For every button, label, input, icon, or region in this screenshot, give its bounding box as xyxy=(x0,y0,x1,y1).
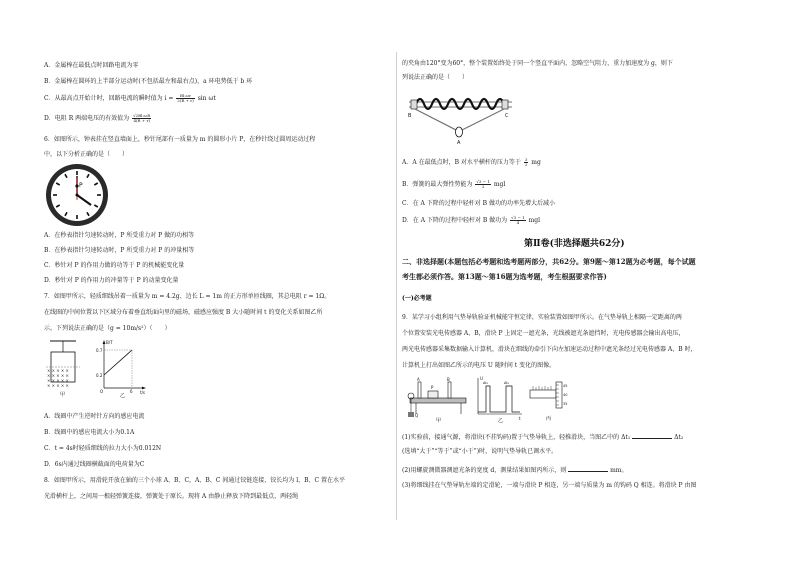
q8-option-b-fraction xyxy=(475,180,491,189)
q9-sub-1-tail: Δt₂ xyxy=(674,434,684,441)
micrometer-sleeve xyxy=(530,390,556,398)
clock-center-pin xyxy=(76,194,79,197)
q9-label-slider-p: P xyxy=(431,385,434,390)
part2-intro-line-2: 考生都必须作答。第13题～第16题为选考题，考生根据要求作答) xyxy=(402,272,607,281)
q7-tick-x: 6 xyxy=(130,389,133,394)
mic-tick-1: 45 xyxy=(563,384,568,388)
q8-ball-a xyxy=(456,127,463,137)
q9-t-axis: t xyxy=(519,416,521,421)
option-c-frac-den: 2(R + r) xyxy=(177,98,194,103)
q6-option-c: C．秒针对 P 的作用力做的功等于 P 的机械能变化量 xyxy=(44,262,185,269)
q9-label-weight-q: Q xyxy=(415,413,419,418)
q9-sub-1-line-2: (选填“大于”“等于”或“小于”)时，说明气垫导轨已调水平。 xyxy=(402,448,558,455)
option-d-fraction xyxy=(132,114,151,123)
q7-x-axis-label: t/s xyxy=(140,390,145,395)
q9-label-sensor-a: A xyxy=(417,377,420,382)
q8-option-d xyxy=(402,216,540,225)
clock-label-p: P xyxy=(79,182,83,189)
svg-text:× × × × ×: × × × × × xyxy=(47,378,69,383)
q9-line-2: 个位置安装光电传感器 A、B，滑块 P 上固定一遮光条，光线被遮光条遮挡时，光电传感器会输出高电压， xyxy=(402,330,685,337)
q8-label-a: A xyxy=(457,140,461,146)
q8-ball-b xyxy=(411,100,417,109)
q7-tick-y-top: 0.7 xyxy=(96,348,103,353)
micrometer-thimble xyxy=(556,382,562,408)
q9-sub-1-text: (1)实验前，接通气源，将滑块(不挂钩码)置于气垫导轨上，轻推滑块，当图乙中的 Δt₁ xyxy=(402,434,631,441)
q8-spring xyxy=(416,99,504,109)
q8-option-a-tail: mg xyxy=(531,159,541,166)
q9-label-yi: 乙 xyxy=(498,418,504,424)
q8-d-frac-den: 4 xyxy=(516,220,520,225)
option-a-prev: A．金属棒在最低点时回路电流为零 xyxy=(44,62,139,69)
option-c-prev xyxy=(44,94,216,103)
q8-option-b-tail: mgl xyxy=(493,181,506,188)
weight-q xyxy=(408,412,414,417)
q8-label-c: C xyxy=(505,113,509,119)
q7-y-axis-label: B/T xyxy=(106,340,113,345)
q9-sub-2 xyxy=(402,465,627,475)
sensor-a xyxy=(418,382,421,398)
option-d-prev xyxy=(44,114,152,123)
option-c-fraction xyxy=(176,94,194,103)
q8-b-frac-den: 2 xyxy=(481,184,485,189)
column-divider xyxy=(396,52,397,520)
q9-sub-1-blank[interactable] xyxy=(632,432,672,439)
q7-option-c: C．t = 4s时轻质细线的拉力大小为0.012N xyxy=(44,445,162,452)
q8-a-frac-den: 2 xyxy=(524,162,528,167)
q8-spring-figure xyxy=(406,84,518,146)
q9-sub-2-blank[interactable] xyxy=(568,465,608,472)
q7-label-jia: 甲 xyxy=(60,392,66,398)
q7-option-a: A．线圈中产生逆时针方向的感应电流 xyxy=(44,413,145,420)
q8-label-b: B xyxy=(408,113,412,119)
sensor-b xyxy=(448,382,451,398)
option-b-prev: B．金属棒在圆环的上半部分运动时(不包括最左和最右点)，a 环电势低于 b 环 xyxy=(44,78,253,85)
q6-option-b: B．在秒表指针匀速转动时，P 所受重力对 P 的冲量相等 xyxy=(44,247,195,254)
q8-option-a-text: A．A 在最低点时，B 对水平横杆的压力等于 xyxy=(402,159,521,166)
q7-line-2: 在线圈的中间位置以下区域分布着垂直纸面向里的磁场，磁感应强度 B 大小随时间 t 的变化关系如图乙所 xyxy=(44,309,323,316)
q7-line-3: 示。下列说法正确的是（g = 10m/s²）（ ） xyxy=(44,325,171,332)
q8-a-frac-num: 3 xyxy=(524,157,528,162)
mic-tick-3: 35 xyxy=(563,402,568,406)
q7-tick-y-low: 0.2 xyxy=(96,373,103,378)
q7-figure-jia xyxy=(46,341,80,398)
clock-figure xyxy=(44,162,110,228)
q9-sub-1 xyxy=(402,432,683,442)
svg-text:× × × × ×: × × × × × xyxy=(47,368,69,373)
q9-figure-yi xyxy=(478,376,522,424)
part2-title: 第Ⅱ卷(非选择题共62分) xyxy=(524,239,625,249)
q8-option-b-text: B．弹簧的最大弹性势能为 xyxy=(402,181,473,188)
q9-label-sensor-b: B xyxy=(447,377,450,382)
air-track xyxy=(410,398,466,403)
q7-option-d: D．6s内通过线圈横截面的电荷量为C xyxy=(44,461,145,468)
q7-figure-yi xyxy=(96,340,146,398)
q8-option-b xyxy=(402,180,505,189)
q9-dt2: Δt₂ xyxy=(504,381,510,385)
slider-p xyxy=(428,391,438,398)
q9-line-1: 9．某学习小组利用气垫导轨验证机械能守恒定律，实验装置如图甲所示。在气垫导轨上相隔一定距离的两 xyxy=(402,314,682,321)
part2-intro-line-1: 二、非选择题(本题包括必考题和选考题两部分，共62分。第9题～第12题为必考题，每个试题 xyxy=(402,257,696,266)
q9-sub-3: (3)将细线挂在气垫导轨左端的定滑轮，一端与滑块 P 相连，另一端与质量为 m 的钩码 Q 相连。将滑块 P 由图 xyxy=(402,482,697,489)
q9-figure-bing xyxy=(530,382,567,422)
option-c-prev-text: C．从最高点开始计时，回路电流的瞬时值为 i = xyxy=(44,95,174,102)
q6-option-d: D．秒针对 P 的作用力的冲量等于 P 的动量变化量 xyxy=(44,277,179,284)
q8-option-d-tail: mgl xyxy=(528,217,541,224)
q6-option-a: A．在秒表指针匀速转动时，P 所受重力对 P 做的功相等 xyxy=(44,232,195,239)
q9-sub-2-tail: mm。 xyxy=(610,467,628,474)
q7-figures xyxy=(44,338,194,398)
option-d-prev-text: D．电阻 R 两端电压的有效值为 xyxy=(44,115,130,122)
q9-dt1: Δt₁ xyxy=(483,381,489,385)
q8-d-frac-num: √3 − 1 xyxy=(511,215,525,220)
svg-text:× × × × ×: × × × × × xyxy=(47,373,69,378)
q9-line-3: 两光电传感器采集数据输入计算机，滑块在细线的牵引下向左加速运动过程中遮光条经过光电传感器 A、B 时， xyxy=(402,346,697,353)
q7-label-yi: 乙 xyxy=(120,393,126,398)
q8-cont-line-1: 的夹角由120°变为60°，整个装置始终处于同一个竖直平面内，忽略空气阻力，重力加速度为 g，则下 xyxy=(402,60,673,67)
q8-b-frac-num: √3 − 1 xyxy=(476,179,490,184)
q8-option-d-fraction xyxy=(510,216,526,225)
option-d-frac-num: √2Bl₁ωR xyxy=(133,113,151,118)
option-c-frac-num: Bl₁ωr xyxy=(176,94,194,99)
required-heading: (一)必考题 xyxy=(402,295,432,302)
q9-u-axis: U xyxy=(480,376,483,381)
q9-pulse-curve xyxy=(478,386,520,412)
option-d-frac-den: 4(R + r) xyxy=(133,118,150,123)
q7-option-b: B．线圈中的感应电流大小为0.1A xyxy=(44,429,135,436)
q8-option-d-text: D．在 A 下降的过程中轻杆对 B 做功为 xyxy=(402,217,508,224)
q8-option-a-fraction xyxy=(524,158,529,167)
q9-figure-jia xyxy=(408,377,466,424)
q7-line-1: 7．如图甲所示，轻质细线吊着一质量为 m = 4.2g、边长 L = 1m 的正方形单匝线圈，其总电阻 r = 1Ω。 xyxy=(44,293,331,300)
option-c-prev-tail: sin ωt xyxy=(197,95,216,102)
q9-figures xyxy=(406,374,576,424)
q8-ball-c xyxy=(502,100,508,109)
q7-b-line xyxy=(104,350,132,375)
q8-option-a xyxy=(402,158,541,167)
q8-option-c: C．在 A 下降的过程中轻杆对 B 做功的功率先增大后减小 xyxy=(402,200,555,207)
q8-line-2: 光滑横杆上，之间用一根轻弹簧连接，弹簧处于原长。现将 A 由静止释放下降到最低点，两轻绳 xyxy=(44,493,299,500)
q7-origin: O xyxy=(100,389,104,394)
q8-line-1: 8．如图甲所示，用滑轮开放在轴的三个小球 A、B、C，A、B、C 间通过铰链连接，铰长均为 l，B、C 置在水平 xyxy=(44,477,346,484)
q8-cont-line-2: 列说法正确的是（ ） xyxy=(402,74,469,81)
q6-line-1: 6．如图所示，钟表挂在竖直墙面上，秒针尾部有一质量为 m 的圆形小片 P，在秒针绕过圆周运动过程 xyxy=(44,136,316,143)
q9-sub-2-text: (2)用螺旋测微器测遮光条的宽度 d，测量结果如图丙所示，则 xyxy=(402,467,567,474)
q6-line-2: 中，以下分析正确的是（ ） xyxy=(44,151,129,158)
svg-text:× × × × ×: × × × × × xyxy=(47,383,69,388)
q9-label-jia: 甲 xyxy=(436,418,442,424)
q9-label-bing: 丙 xyxy=(546,416,552,422)
mic-tick-2: 40 xyxy=(563,393,568,397)
q9-line-4: 计算机上打出如图乙所示的电压 U 随时间 t 变化的图像。 xyxy=(402,362,556,369)
